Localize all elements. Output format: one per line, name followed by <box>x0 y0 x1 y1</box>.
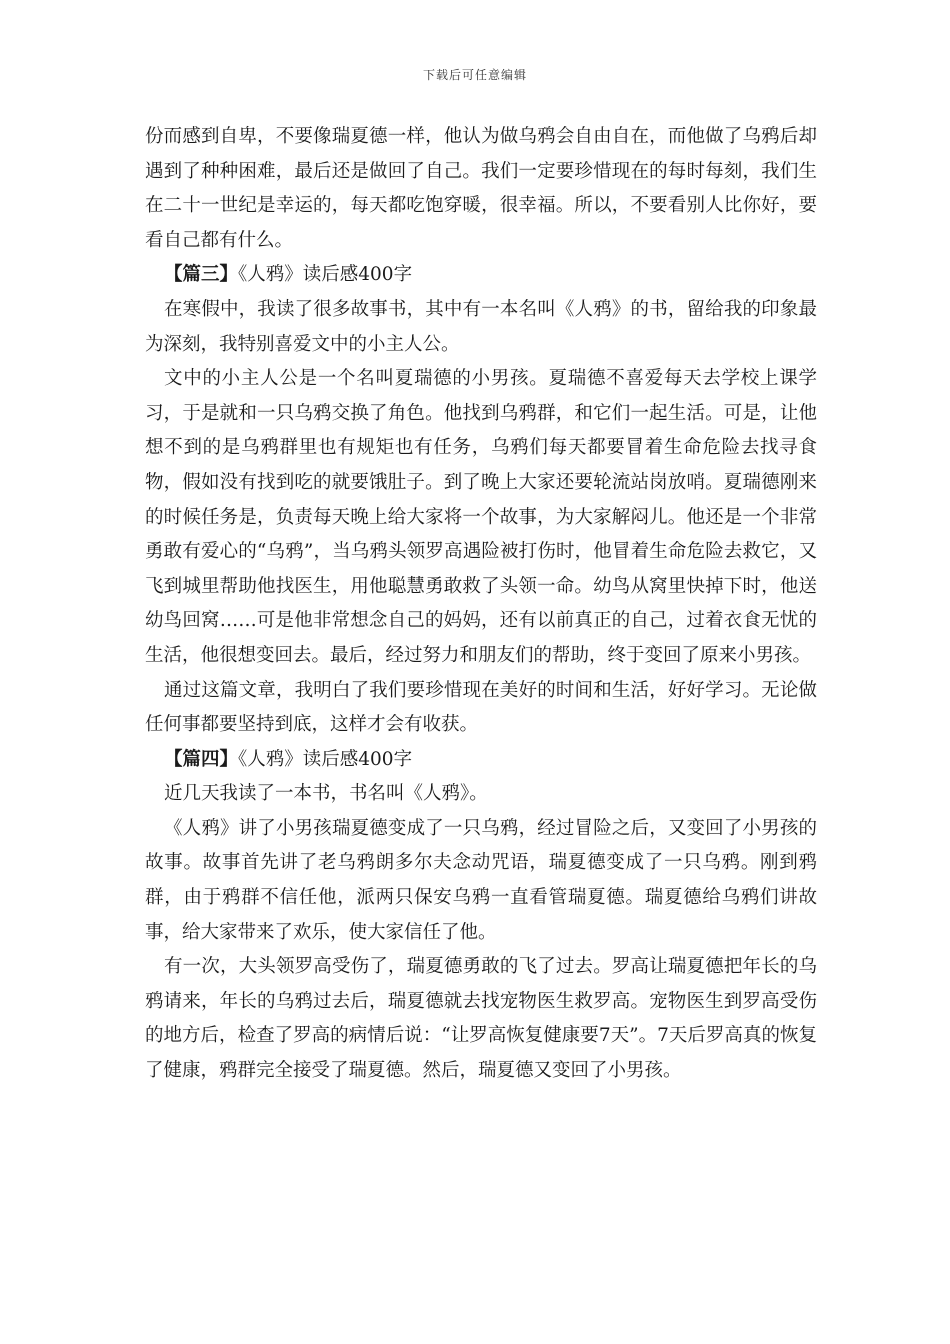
section-label: 【篇三】 <box>164 264 239 286</box>
paragraph: 份而感到自卑，不要像瑞夏德一样，他认为做乌鸦会自由自在，而他做了乌鸦后却遇到了种种困难，最后还是做回了自己。我们一定要珍惜现在的每时每刻，我们生在二十一世纪是幸运的，每天都吃饱穿暖，很幸福。所以，不要看别人比你好，要看自己都有什么。 <box>145 126 817 251</box>
paragraph: 文中的小主人公是一个名叫夏瑞德的小男孩。夏瑞德不喜爱每天去学校上课学习，于是就和一只乌鸦交换了角色。他找到乌鸦群，和它们一起生活。可是，让他想不到的是乌鸦群里也有规矩也有任务，乌鸦们每天都要冒着生命危险去找寻食物，假如没有找到吃的就要饿肚子。到了晚上大家还要轮流站岗放哨。夏瑞德刚来的时候任务是，负责每天晚上给大家将一个故事，为大家解闷儿。他还是一个非常勇敢有爱心的“乌鸦”，当乌鸦头领罗高遇险被打伤时，他冒着生命危险去救它，又飞到城里帮助他找医生，用他聪慧勇敢救了头领一命。幼鸟从窝里快掉下时，他送幼鸟回窝……可是他非常想念自己的妈妈，还有以前真正的自己，过着衣食无忧的生活，他很想变回去。最后，经过努力和朋友们的帮助，终于变回了原来小男孩。 <box>145 368 817 666</box>
paragraph: 近几天我读了一本书，书名叫《人鸦》。 <box>164 783 488 805</box>
paragraph: 有一次，大头领罗高受伤了，瑞夏德勇敢的飞了过去。罗高让瑞夏德把年长的乌鸦请来，年长的乌鸦过去后，瑞夏德就去找宠物医生救罗高。宠物医生到罗高受伤的地方后，检查了罗高的病情后说：“让罗高恢复健康要7天”。7天后罗高真的恢复了健康，鸦群完全接受了瑞夏德。然后，瑞夏德又变回了小男孩。 <box>145 956 817 1082</box>
paragraph: 通过这篇文章，我明白了我们要珍惜现在美好的时间和生活，好好学习。无论做任何事都要坚持到底，这样才会有收获。 <box>145 679 817 736</box>
section-title: 《人鸦》读后感400字 <box>238 264 413 286</box>
page-header: 下载后可任意编辑 <box>422 68 527 82</box>
section-title: 《人鸦》读后感400字 <box>238 748 413 770</box>
section-heading <box>145 258 817 293</box>
paragraph: 《人鸦》讲了小男孩瑞夏德变成了一只乌鸦，经过冒险之后，又变回了小男孩的故事。故事首先讲了老乌鸦朗多尔夫念动咒语，瑞夏德变成了一只乌鸦。刚到鸦群，由于鸦群不信任他，派两只保安乌鸦一直看管瑞夏德。瑞夏德给乌鸦们讲故事，给大家带来了欢乐，使大家信任了他。 <box>145 817 817 943</box>
section-label: 【篇四】 <box>164 748 239 770</box>
paragraph: 在寒假中，我读了很多故事书，其中有一本名叫《人鸦》的书，留给我的印象最为深刻，我特别喜爱文中的小主人公。 <box>145 298 817 355</box>
document-body <box>145 120 817 1089</box>
section-heading <box>145 743 817 778</box>
